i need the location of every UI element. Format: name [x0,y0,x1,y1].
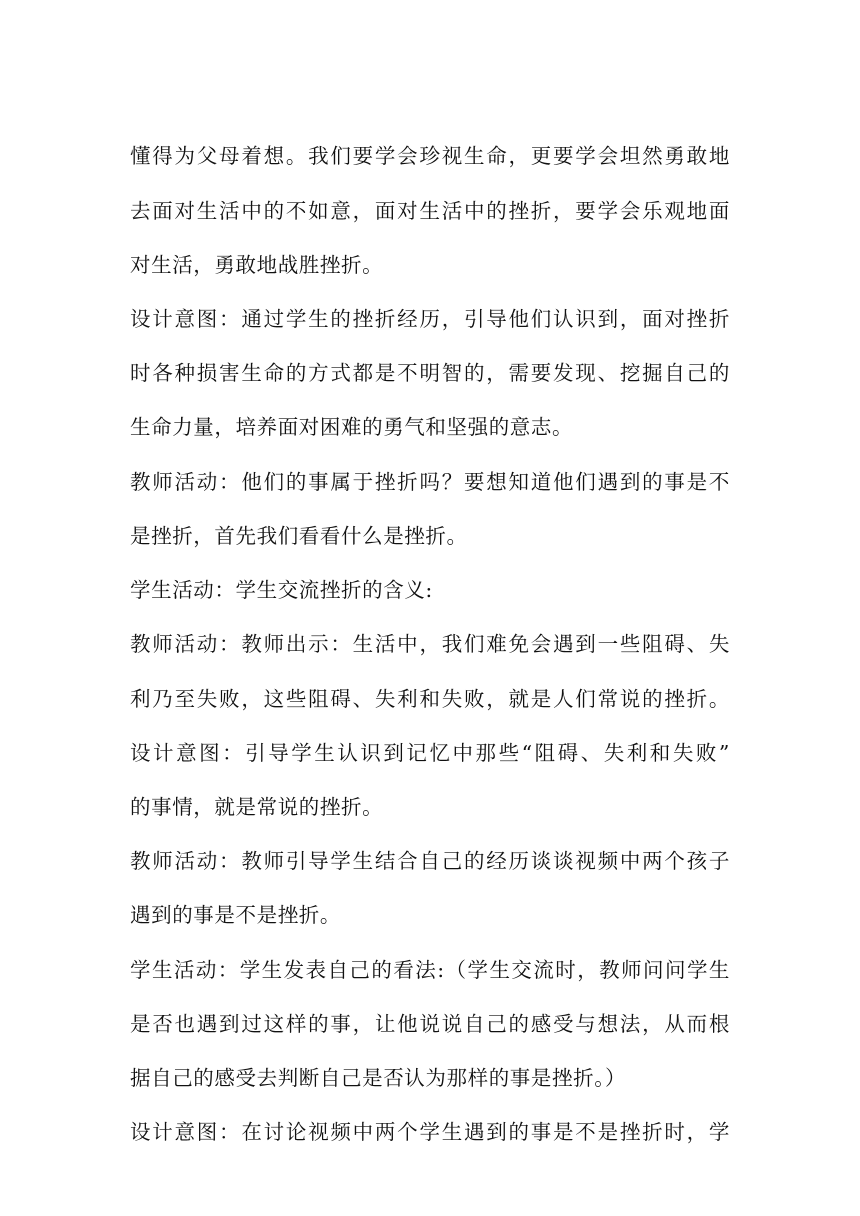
text-line: 教师活动：教师出示：生活中，我们难免会遇到一些阻碍、失 [130,632,730,656]
text-line: 学生活动：学生发表自己的看法:（学生交流时，教师问问学生 [130,958,730,982]
text-line: 生命力量，培养面对困难的勇气和坚强的意志。 [130,415,574,439]
text-line: 学生活动：学生交流挫折的含义: [130,578,433,602]
text-line: 懂得为父母着想。我们要学会珍视生命，更要学会坦然勇敢地 [130,144,730,168]
text-line: 是挫折，首先我们看看什么是挫折。 [130,524,468,548]
text-line: 的事情，就是常说的挫折。 [130,795,384,819]
text-line: 设计意图：在讨论视频中两个学生遇到的事是不是挫折时，学 [130,1120,730,1144]
text-line: 是否也遇到过这样的事，让他说说自己的感受与想法，从而根 [130,1012,730,1036]
text-line: 去面对生活中的不如意，面对生活中的挫折，要学会乐观地面 [130,199,730,223]
text-line: 教师活动：他们的事属于挫折吗？要想知道他们遇到的事是不 [130,470,730,494]
text-line: 利乃至失败，这些阻碍、失利和失败，就是人们常说的挫折。 [130,687,730,711]
text-line: 时各种损害生命的方式都是不明智的，需要发现、挖掘自己的 [130,361,730,385]
text-line: 遇到的事是不是挫折。 [130,903,341,927]
text-line: 设计意图：引导学生认识到记忆中那些“阻碍、失利和失败” [130,741,730,765]
text-line: 教师活动：教师引导学生结合自己的经历谈谈视频中两个孩子 [130,849,730,873]
text-line: 设计意图：通过学生的挫折经历，引导他们认识到，面对挫折 [130,307,730,331]
text-line: 对生活，勇敢地战胜挫折。 [130,253,384,277]
text-line: 据自己的感受去判断自己是否认为那样的事是挫折。） [130,1066,627,1090]
